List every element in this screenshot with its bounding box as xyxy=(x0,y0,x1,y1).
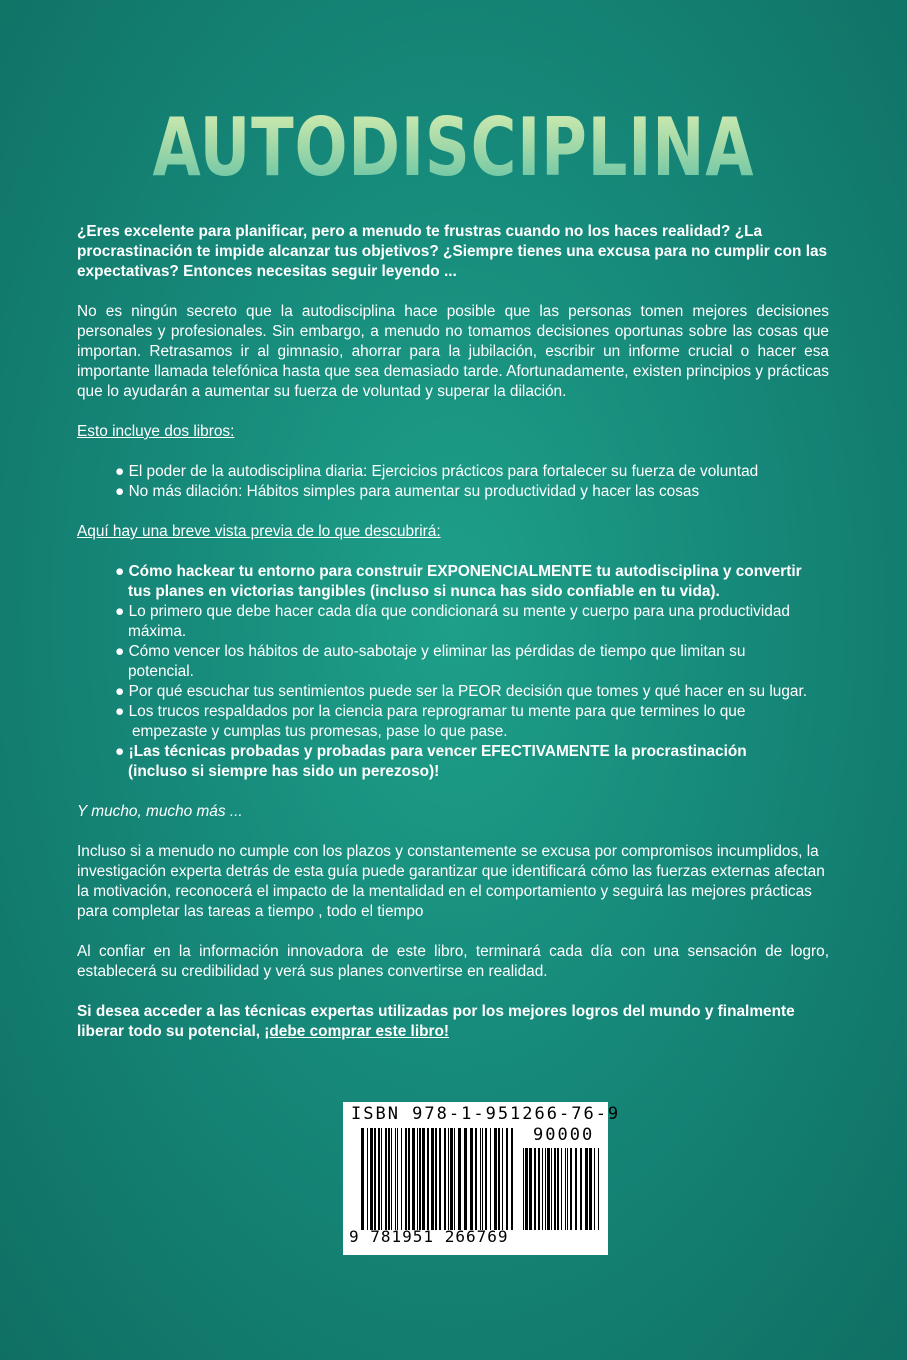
and-more-text: Y mucho, mucho más ... xyxy=(77,803,243,820)
barcode-bar xyxy=(450,1128,453,1230)
barcode-bar xyxy=(374,1128,376,1230)
barcode-bar xyxy=(431,1128,434,1230)
barcode-bar xyxy=(494,1128,497,1230)
preview-item-2-line1: ● Lo primero que debe hacer cada día que condicionará su mente y cuerpo para una productividad xyxy=(115,603,790,620)
barcode-bar xyxy=(554,1148,556,1230)
barcode-bar xyxy=(454,1128,455,1230)
preview-item-5-line2: empezaste y cumplas tus promesas, pase lo que pase. xyxy=(132,723,508,740)
book-item-1: ● El poder de la autodisciplina diaria: Ejercicios prácticos para fortalecer su fuerza de voluntad xyxy=(115,463,759,480)
barcode-bar xyxy=(502,1128,503,1230)
barcode-bar xyxy=(388,1128,390,1230)
preview-item-4-line1: ● Por qué escuchar tus sentimientos puede ser la PEOR decisión que tomes y qué hacer en su lugar. xyxy=(115,683,807,700)
preview-item-6-line1: ● ¡Las técnicas probadas y probadas para vencer EFECTIVAMENTE la procrastinación xyxy=(115,743,747,760)
barcode-bar xyxy=(408,1128,410,1230)
confidence-paragraph: Al confiar en la información innovadora de este libro, terminará cada día con una sensación de logro, establecerá su credibilidad y verá sus planes convertirse en realidad. xyxy=(77,943,829,980)
barcode-bar xyxy=(525,1148,528,1230)
barcode-bar xyxy=(506,1128,508,1230)
barcode-bar xyxy=(511,1128,513,1230)
isbn-number: ISBN 978-1-951266-76-9 xyxy=(351,1104,621,1124)
barcode-bar xyxy=(485,1128,487,1230)
barcode-bar xyxy=(594,1148,595,1230)
barcode-bar xyxy=(367,1128,368,1230)
barcode-bar xyxy=(545,1148,546,1230)
barcode-bar xyxy=(523,1148,524,1230)
buy-book-link[interactable]: debe comprar este libro! xyxy=(269,1023,450,1040)
description-paragraph: No es ningún secreto que la autodisciplina hace posible que las personas tomen mejores decisiones personales y profesionales. Sin embargo, a menudo no tomamos decisiones oportunas sobre las cosas que importan. Retrasamos ir al gimnasio, ahorrar para la jubilación, escribir un informe crucial o hacer esa importante llamada telefónica hasta que sea demasiado tarde. Afortunadamente, existen principios y prácticas que lo ayudarán a aumentar su fuerza de voluntad y superar la dilación. xyxy=(77,303,829,400)
barcode-bar xyxy=(397,1128,398,1230)
preview-item-3-line2: potencial. xyxy=(128,663,194,680)
barcode-bar xyxy=(417,1128,418,1230)
barcode-bar xyxy=(557,1148,559,1230)
barcode-bar xyxy=(381,1128,382,1230)
barcode-bar xyxy=(565,1148,566,1230)
preview-item-6-line2: (incluso si siempre has sido un perezoso)! xyxy=(128,763,440,780)
barcode-bar xyxy=(405,1128,407,1230)
barcode-bar xyxy=(391,1128,392,1230)
barcode-bar xyxy=(464,1128,467,1230)
barcode-bar xyxy=(475,1128,477,1230)
preview-heading: Aquí hay una breve vista previa de lo que descubrirá: xyxy=(77,523,441,540)
barcode-bar xyxy=(490,1128,491,1230)
barcode-bar xyxy=(538,1148,540,1230)
barcode-bar xyxy=(458,1128,461,1230)
barcode-bar xyxy=(542,1148,543,1230)
barcode-bar xyxy=(480,1128,481,1230)
isbn-barcode xyxy=(343,1102,621,1255)
preview-item-3-line1: ● Cómo vencer los hábitos de auto-sabotaje y eliminar las pérdidas de tiempo que limitan su xyxy=(115,643,746,660)
barcode-bar xyxy=(370,1128,373,1230)
barcode-bar xyxy=(419,1128,421,1230)
barcode-bar xyxy=(401,1128,402,1230)
barcode-bar xyxy=(580,1148,582,1230)
closing-paragraph xyxy=(77,1002,829,1042)
barcode-bar xyxy=(448,1128,449,1230)
barcode-bar xyxy=(412,1128,415,1230)
barcode-bar xyxy=(551,1148,552,1230)
barcode-bar xyxy=(435,1128,437,1230)
barcode-bar xyxy=(561,1148,562,1230)
preview-item-1-line2: tus planes en victorias tangibles (incluso si nunca has sido confiable en tu vida). xyxy=(128,583,720,600)
barcode-bar xyxy=(444,1128,446,1230)
barcode-bar xyxy=(529,1148,532,1230)
barcode-bar xyxy=(470,1128,473,1230)
research-paragraph: Incluso si a menudo no cumple con los plazos y constantemente se excusa por compromisos incumplidos, la investigación experta detrás de esta guía puede garantizar que identificará cómo las fuerzas externas afectan la motivación, reconocerá el impacto de la mentalidad en el comportamiento y seguirá las mejores prácticas para completar las tareas a tiempo , todo el tiempo xyxy=(77,843,825,920)
barcode-bar xyxy=(439,1128,441,1230)
barcode-bar xyxy=(422,1128,425,1230)
preview-item-5-line1: ● Los trucos respaldados por la ciencia para reprogramar tu mente para que termines lo que xyxy=(115,703,746,720)
barcode-bar xyxy=(534,1148,536,1230)
barcode-bar xyxy=(498,1128,500,1230)
closing-text: Si desea acceder a las técnicas expertas utilizadas por los mejores logros del mundo y finalmente liberar todo su potencial, ¡ xyxy=(77,1003,795,1040)
barcode-bar xyxy=(547,1148,550,1230)
preview-item-1-line1: ● Cómo hackear tu entorno para construir EXPONENCIALMENTE tu autodisciplina y convertir xyxy=(115,563,802,580)
intro-paragraph: ¿Eres excelente para planificar, pero a menudo te frustras cuando no los haces realidad? ¿La procrastinación te impide alcanzar tus objetivos? ¿Siempre tienes una excusa para no cumplir con las expectativas? Entonces necesitas seguir leyendo ... xyxy=(77,223,828,280)
barcode-bar xyxy=(427,1128,429,1230)
barcode-bar xyxy=(385,1128,387,1230)
book-title: AUTODISCIPLINA xyxy=(100,104,807,192)
preview-item-2-line2: máxima. xyxy=(128,623,187,640)
barcode-bar xyxy=(570,1148,572,1230)
ean-digits: 9 781951 266769 xyxy=(349,1227,509,1246)
barcode-bar xyxy=(598,1148,599,1230)
barcode-bar xyxy=(589,1148,592,1230)
barcode-bar xyxy=(575,1148,577,1230)
price-addon-code: 90000 xyxy=(533,1125,595,1145)
barcode-bar xyxy=(482,1128,483,1230)
barcode-bar xyxy=(361,1128,364,1230)
books-heading: Esto incluye dos libros: xyxy=(77,423,235,440)
barcode-bar xyxy=(378,1128,380,1230)
barcode-bar xyxy=(567,1148,568,1230)
book-item-2: ● No más dilación: Hábitos simples para aumentar su productividad y hacer las cosas xyxy=(115,483,700,500)
barcode-bar xyxy=(585,1148,588,1230)
barcode-bar xyxy=(395,1128,396,1230)
